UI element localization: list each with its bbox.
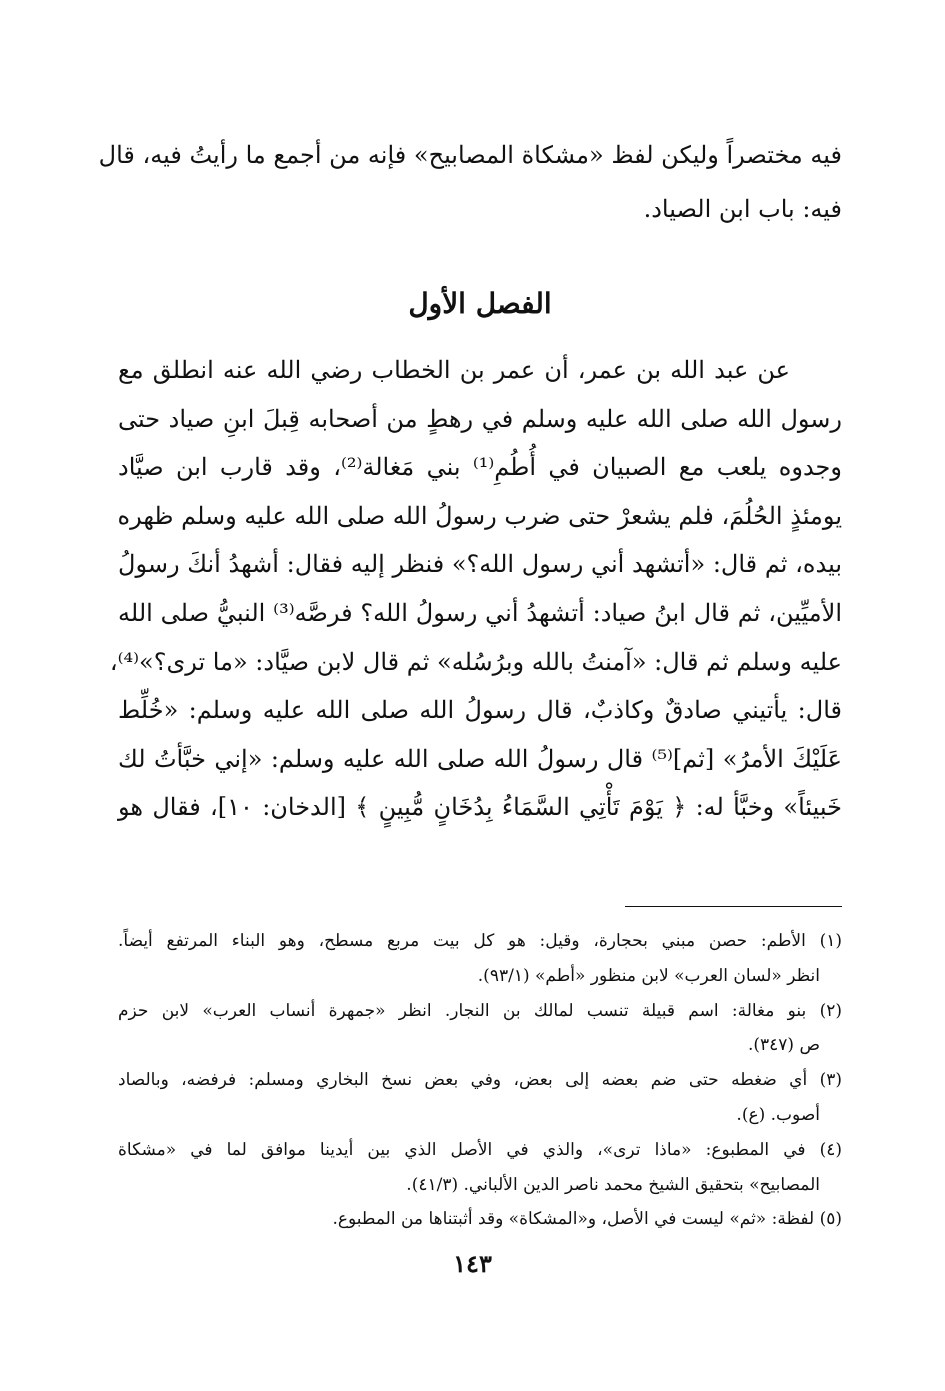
- footnote-line: أصوب. (ع).: [736, 1104, 820, 1125]
- body-line: الأميِّين، ثم قال ابنُ صياد: أتشهدُ أني رسولُ الله؟ فرصَّه⁽³⁾ النبيُّ صلى الله: [118, 598, 842, 627]
- footnotes: [118, 924, 842, 1237]
- footnote-line: (٤) في المطبوع: «ماذا ترى»، والذي في الأصل الذي بين أيدينا موافق لما في «مشكاة: [118, 1139, 842, 1160]
- footnote-5: [118, 1202, 842, 1237]
- footnote-1: [118, 924, 842, 994]
- footnote-line: المصابيح» بتحقيق الشيخ محمد ناصر الدين الألباني. (٤١/٣).: [406, 1174, 820, 1195]
- body-line: وجدوه يلعب مع الصبيان في أُطُمِ⁽¹⁾ بني مَغالة⁽²⁾، وقد قارب ابن صيَّاد: [118, 453, 842, 482]
- footnote-2: [118, 994, 842, 1064]
- body-line: خَبيئاً» وخبَّأ له: ﴿ يَوْمَ تَأْتِي السَّمَاءُ بِدُخَانٍ مُّبِينٍ ﴾ [الدخان: ١٠]، فقال هو: [118, 793, 842, 822]
- footnote-3: [118, 1063, 842, 1133]
- body-line: عليه وسلم ثم قال: «آمنتُ بالله وبرُسُله» ثم قال لابن صيَّاد: «ما ترى؟»⁽⁴⁾،: [109, 647, 842, 676]
- footnote-line: انظر «لسان العرب» لابن منظور «أطم» (٩٣/١).: [477, 965, 820, 986]
- footnote-line: (٣) أي ضغطه حتى ضم بعضه إلى بعض، وفي بعض نسخ البخاري ومسلم: فرفضه، وبالصاد: [118, 1070, 842, 1091]
- footnote-line: (٥) لفظة: «ثم» ليست في الأصل، و«المشكاة» وقد أثبتناها من المطبوع.: [332, 1209, 842, 1230]
- intro-line: فيه مختصراً وليكن لفظ «مشكاة المصابيح» فإنه من أجمع ما رأيتُ فيه، قال: [98, 141, 842, 169]
- body-line: عن عبد الله بن عمر، أن عمر بن الخطاب رضي الله عنه انطلق مع: [118, 356, 790, 384]
- body-line: قال: يأتيني صادقٌ وكاذبٌ، قال رسولُ الله صلى الله عليه وسلم: «خُلِّط: [118, 696, 842, 725]
- page-number: ١٤٣: [453, 1249, 492, 1278]
- footnote-line: ص (٣٤٧).: [747, 1035, 820, 1056]
- intro-paragraph: [98, 128, 842, 236]
- footnote-4: [118, 1133, 842, 1203]
- footnote-line: (١) الأطم: حصن مبني بحجارة، وقيل: هو كل بيت مربع مسطح، وهو البناء المرتفع أيضاً.: [118, 931, 842, 951]
- hadith-paragraph: [109, 346, 842, 832]
- body-line: عَلَيْكَ الأمرُ» [ثم]⁽⁵⁾ قال رسولُ الله صلى الله عليه وسلم: «إني خبَّأتُ لك: [118, 744, 842, 773]
- body-line: رسول الله صلى الله عليه وسلم في رهطٍ من أصحابه قِبلَ ابنِ صياد حتى: [118, 404, 842, 433]
- footnote-line: (٢) بنو مغالة: اسم قبيلة تنسب لمالك بن النجار. انظر «جمهرة أنساب العرب» لابن حزم: [118, 1000, 842, 1021]
- body-line: يومئذٍ الحُلُمَ، فلم يشعرْ حتى ضرب رسولُ الله صلى الله عليه وسلم ظهره: [117, 501, 842, 530]
- body-line: بيده، ثم قال: «أتشهد أني رسول الله؟» فنظر إليه فقال: أشهدُ أنكَ رسولُ: [118, 550, 842, 579]
- footnote-separator: [625, 906, 842, 907]
- section-heading: الفصل الأول: [408, 287, 552, 320]
- intro-line: فيه: باب ابن الصياد.: [643, 195, 842, 223]
